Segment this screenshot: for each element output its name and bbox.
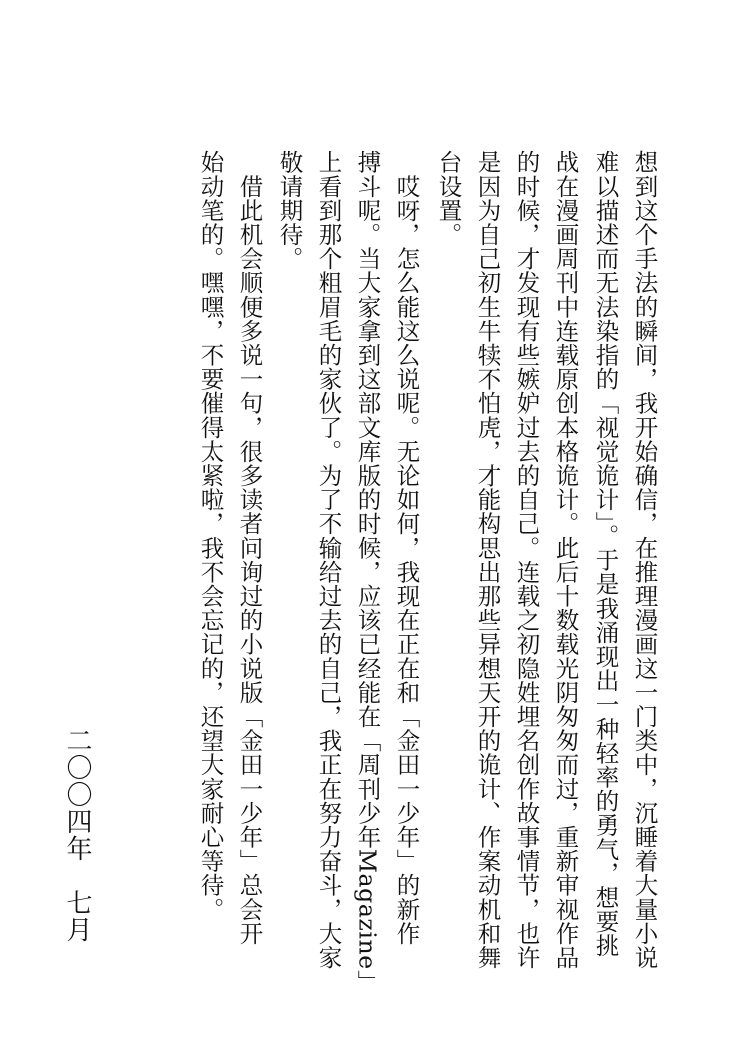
text-column-2: 难以描述而无法染指的「视觉诡计」。于是我涌现出一种轻率的勇气，想要挑	[591, 150, 620, 958]
text-column-3: 战在漫画周刊中连载原创本格诡计。此后十数载光阴匆匆而过，重新审视作品	[551, 150, 580, 970]
text-column-12: 始动笔的。嘿嘿，不要催得太紧啦，我不会忘记的，还望大家耐心等待。	[196, 150, 225, 922]
text-column-8: 搏斗呢。当大家拿到这部文库版的时候，应该已经能在「周刊少年Magazine」	[353, 150, 382, 994]
text-column-5: 是因为自己初生牛犊不怕虎，才能构思出那些异想天开的诡计、作案动机和舞	[473, 150, 502, 970]
text-column-9: 上看到那个粗眉毛的家伙了。为了不输给过去的自己，我正在努力奋斗，大家	[314, 150, 343, 970]
date-signature: 二〇〇四年 七月	[62, 727, 92, 943]
text-column-6: 台设置。	[434, 150, 463, 247]
text-column-7: 哎呀，怎么能这么说呢。无论如何，我现在正在和「金田一少年」的新作	[392, 150, 421, 946]
text-column-4: 的时候，才发现有些嫉妒过去的自己。连载之初隐姓埋名创作故事情节，也许	[512, 150, 541, 970]
text-column-1: 想到这个手法的瞬间，我开始确信，在推理漫画这一门类中，沉睡着大量小说	[630, 150, 659, 970]
text-column-11: 借此机会顺便多说一句，很多读者问询过的小说版「金田一少年」总会开	[235, 150, 264, 946]
text-column-10: 敬请期待。	[275, 150, 304, 271]
